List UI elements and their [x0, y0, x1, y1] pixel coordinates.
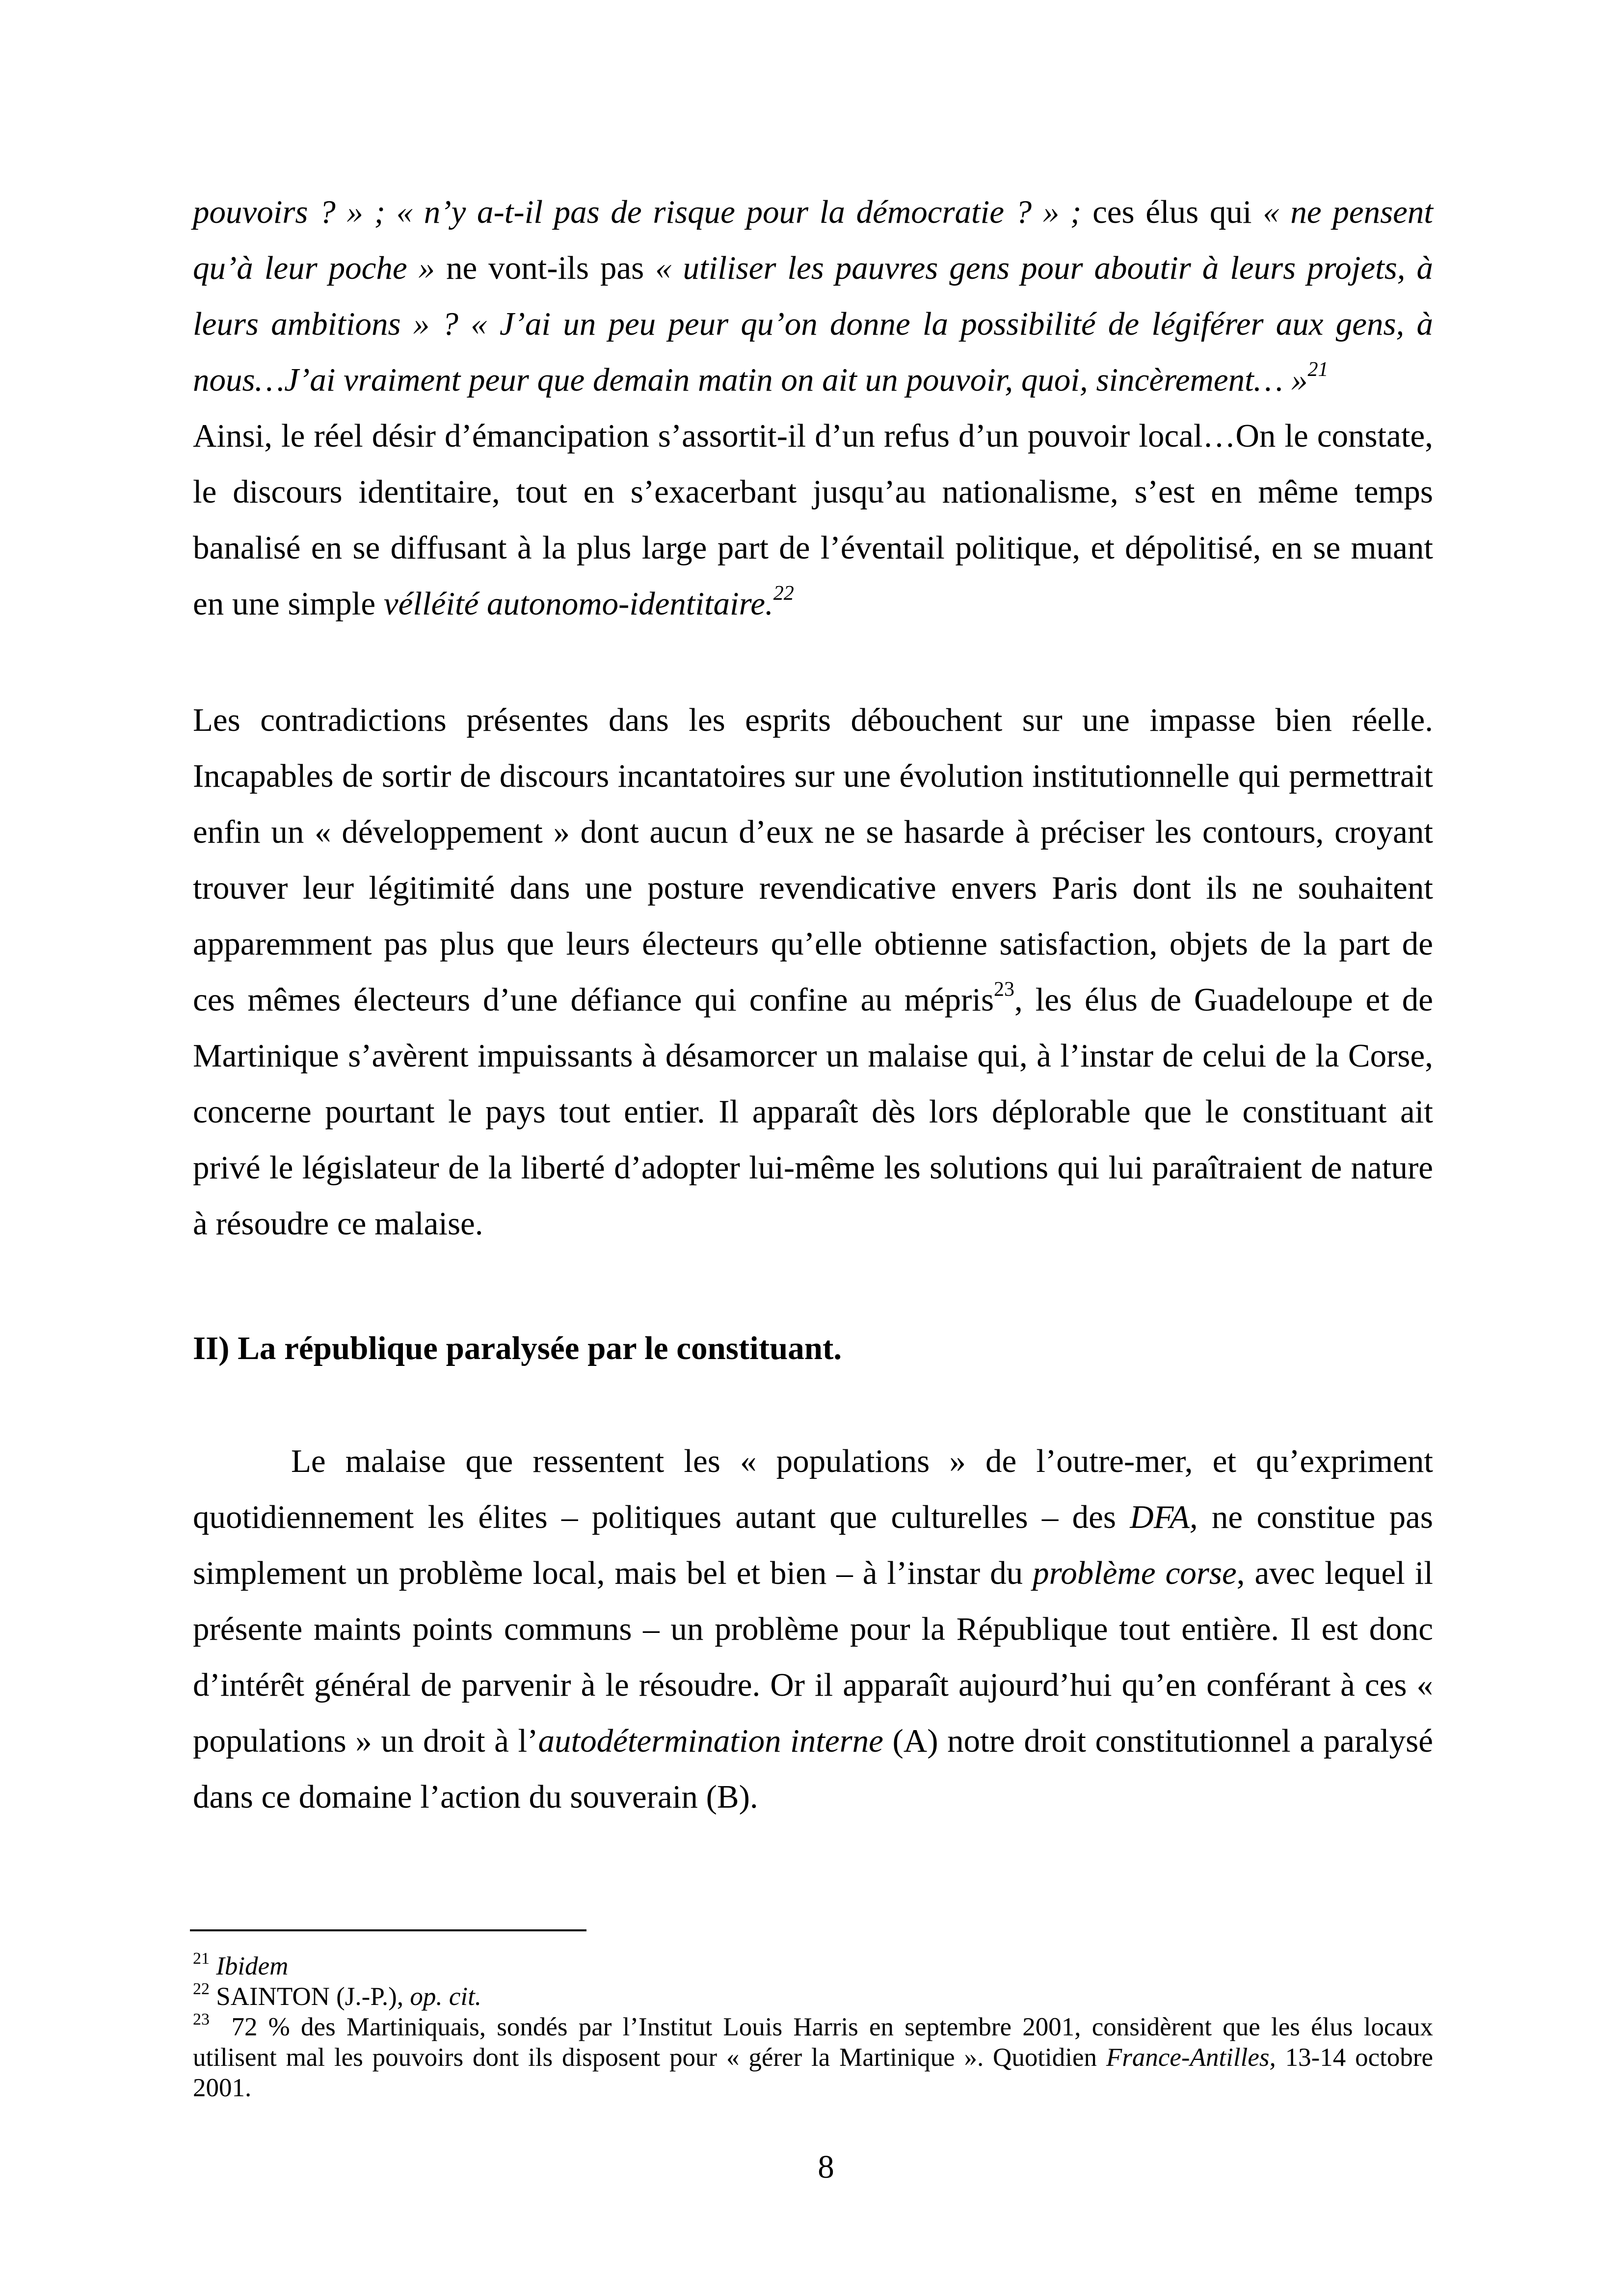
footnote-number: 22 [193, 1980, 210, 1998]
footnote-21 [193, 1951, 1433, 1981]
emphasis-text: vélléité autonomo-identitaire. [383, 586, 773, 622]
page-number: 8 [818, 2149, 834, 2185]
footnote-22 [193, 1981, 1433, 2012]
footnote-number: 21 [193, 1949, 210, 1968]
footnote-ref-22[interactable]: 22 [773, 582, 794, 605]
footnote-text: Ibidem [216, 1952, 289, 1980]
footnote-text: 72 % des Martiniquais, sondés par l’Institut Louis Harris en septembre 2001, considèrent que les élus locaux utilisent mal les pouvoirs dont ils disposent pour « gérer la Martinique ». Quotidien [193, 2013, 1440, 2072]
paragraph-text: , avec lequel il présente maints points communs – un problème pour la République tout entière. Il est donc d’intérêt général de parvenir à le résoudre. Or il apparaît aujourd’hui qu’en conférant à ces « populations » un droit à l’ [193, 1555, 1433, 1759]
quote-text: pouvoirs ? » ; « n’y a-t-il pas de risque pour la démocratie ? » ; [193, 194, 1082, 230]
emphasis-text: autodétermination interne [538, 1723, 883, 1759]
footnote-separator [190, 1929, 586, 1931]
footnote-text [210, 1952, 216, 1980]
footnote-23 [193, 2010, 1440, 2103]
emphasis-text: DFA, [1130, 1499, 1198, 1535]
footnote-ref-23[interactable]: 23 [994, 978, 1015, 1001]
paragraph-contradictions [193, 692, 1433, 1252]
paragraph-text: Le malaise que ressentent les « populations » de l’outre-mer, et qu’expriment quotidiennement les élites – politiques autant que culturelles – des [193, 1443, 1433, 1535]
paragraph-text: ces élus qui [1081, 194, 1263, 230]
footnote-text: op. cit. [410, 1982, 482, 2011]
footnote-ref-21[interactable]: 21 [1307, 358, 1329, 381]
footnote-text: SAINTON (J.-P.), [210, 1982, 410, 2011]
paragraph-text: ne vont-ils pas [435, 250, 656, 286]
quote-text: « utiliser les pauvres gens pour aboutir à leurs projets, à leurs ambitions » ? « J’ai un peu peur qu’on donne la possibilité de légiférer aux gens, à nous…J’ai vraiment peur que demain matin on ait un pouvoir, quoi, sincèrement… » [193, 250, 1434, 398]
paragraph-malaise [193, 1433, 1433, 1825]
paragraph-text: Les contradictions présentes dans les esprits débouchent sur une impasse bien réelle. Incapables de sortir de discours incantatoires sur une évolution institutionnelle qui permettrait enfin un « développement » dont aucun d’eux ne se hasarde à préciser les contours, croyant trouver leur légitimité dans une posture revendicative envers Paris dont ils ne souhaitent apparemment pas plus que leurs électeurs qu’elle obtienne satisfaction, objets de la part de ces mêmes électeurs d’une défiance qui confine au mépris [193, 702, 1433, 1018]
paragraph-text: Ainsi, le réel désir d’émancipation s’assortit-il d’un refus d’un pouvoir local…On le constate, le discours identitaire, tout en s’exacerbant jusqu’au nationalisme, s’est en même temps banalisé en se diffusant à la plus large part de l’éventail politique, et dépolitisé, en se muant en une simple [193, 418, 1433, 622]
paragraph-text: (A) notre droit constitutionnel a paralysé dans ce domaine l’action du souverain (B). [193, 1723, 1433, 1815]
footnote-number: 23 [193, 2010, 210, 2029]
emphasis-text: problème corse [1033, 1555, 1237, 1591]
paragraph-text: , les élus de Guadeloupe et de Martinique s’avèrent impuissants à désamorcer un malaise qui, à l’instar de celui de la Corse, concerne pourtant le pays tout entier. Il apparaît dès lors déplorable que le constituant ait privé le législateur de la liberté d’adopter lui-même les solutions qui lui paraîtraient de nature à résoudre ce malaise. [193, 982, 1433, 1242]
footnote-text: 13-14 octobre 2001. [193, 2043, 1433, 2102]
footnote-text: France-Antilles, [1106, 2043, 1276, 2072]
paragraph-text: ne constitue pas simplement un problème local, mais bel et bien – à l’instar du [193, 1499, 1433, 1591]
footnotes [193, 1949, 1440, 2103]
section-heading: II) La république paralysée par le constituant. [193, 1330, 842, 1366]
paragraph-quotes [193, 184, 1433, 632]
quote-text: « ne pensent qu’à leur poche » [193, 194, 1433, 286]
document-page [193, 0, 1440, 2296]
